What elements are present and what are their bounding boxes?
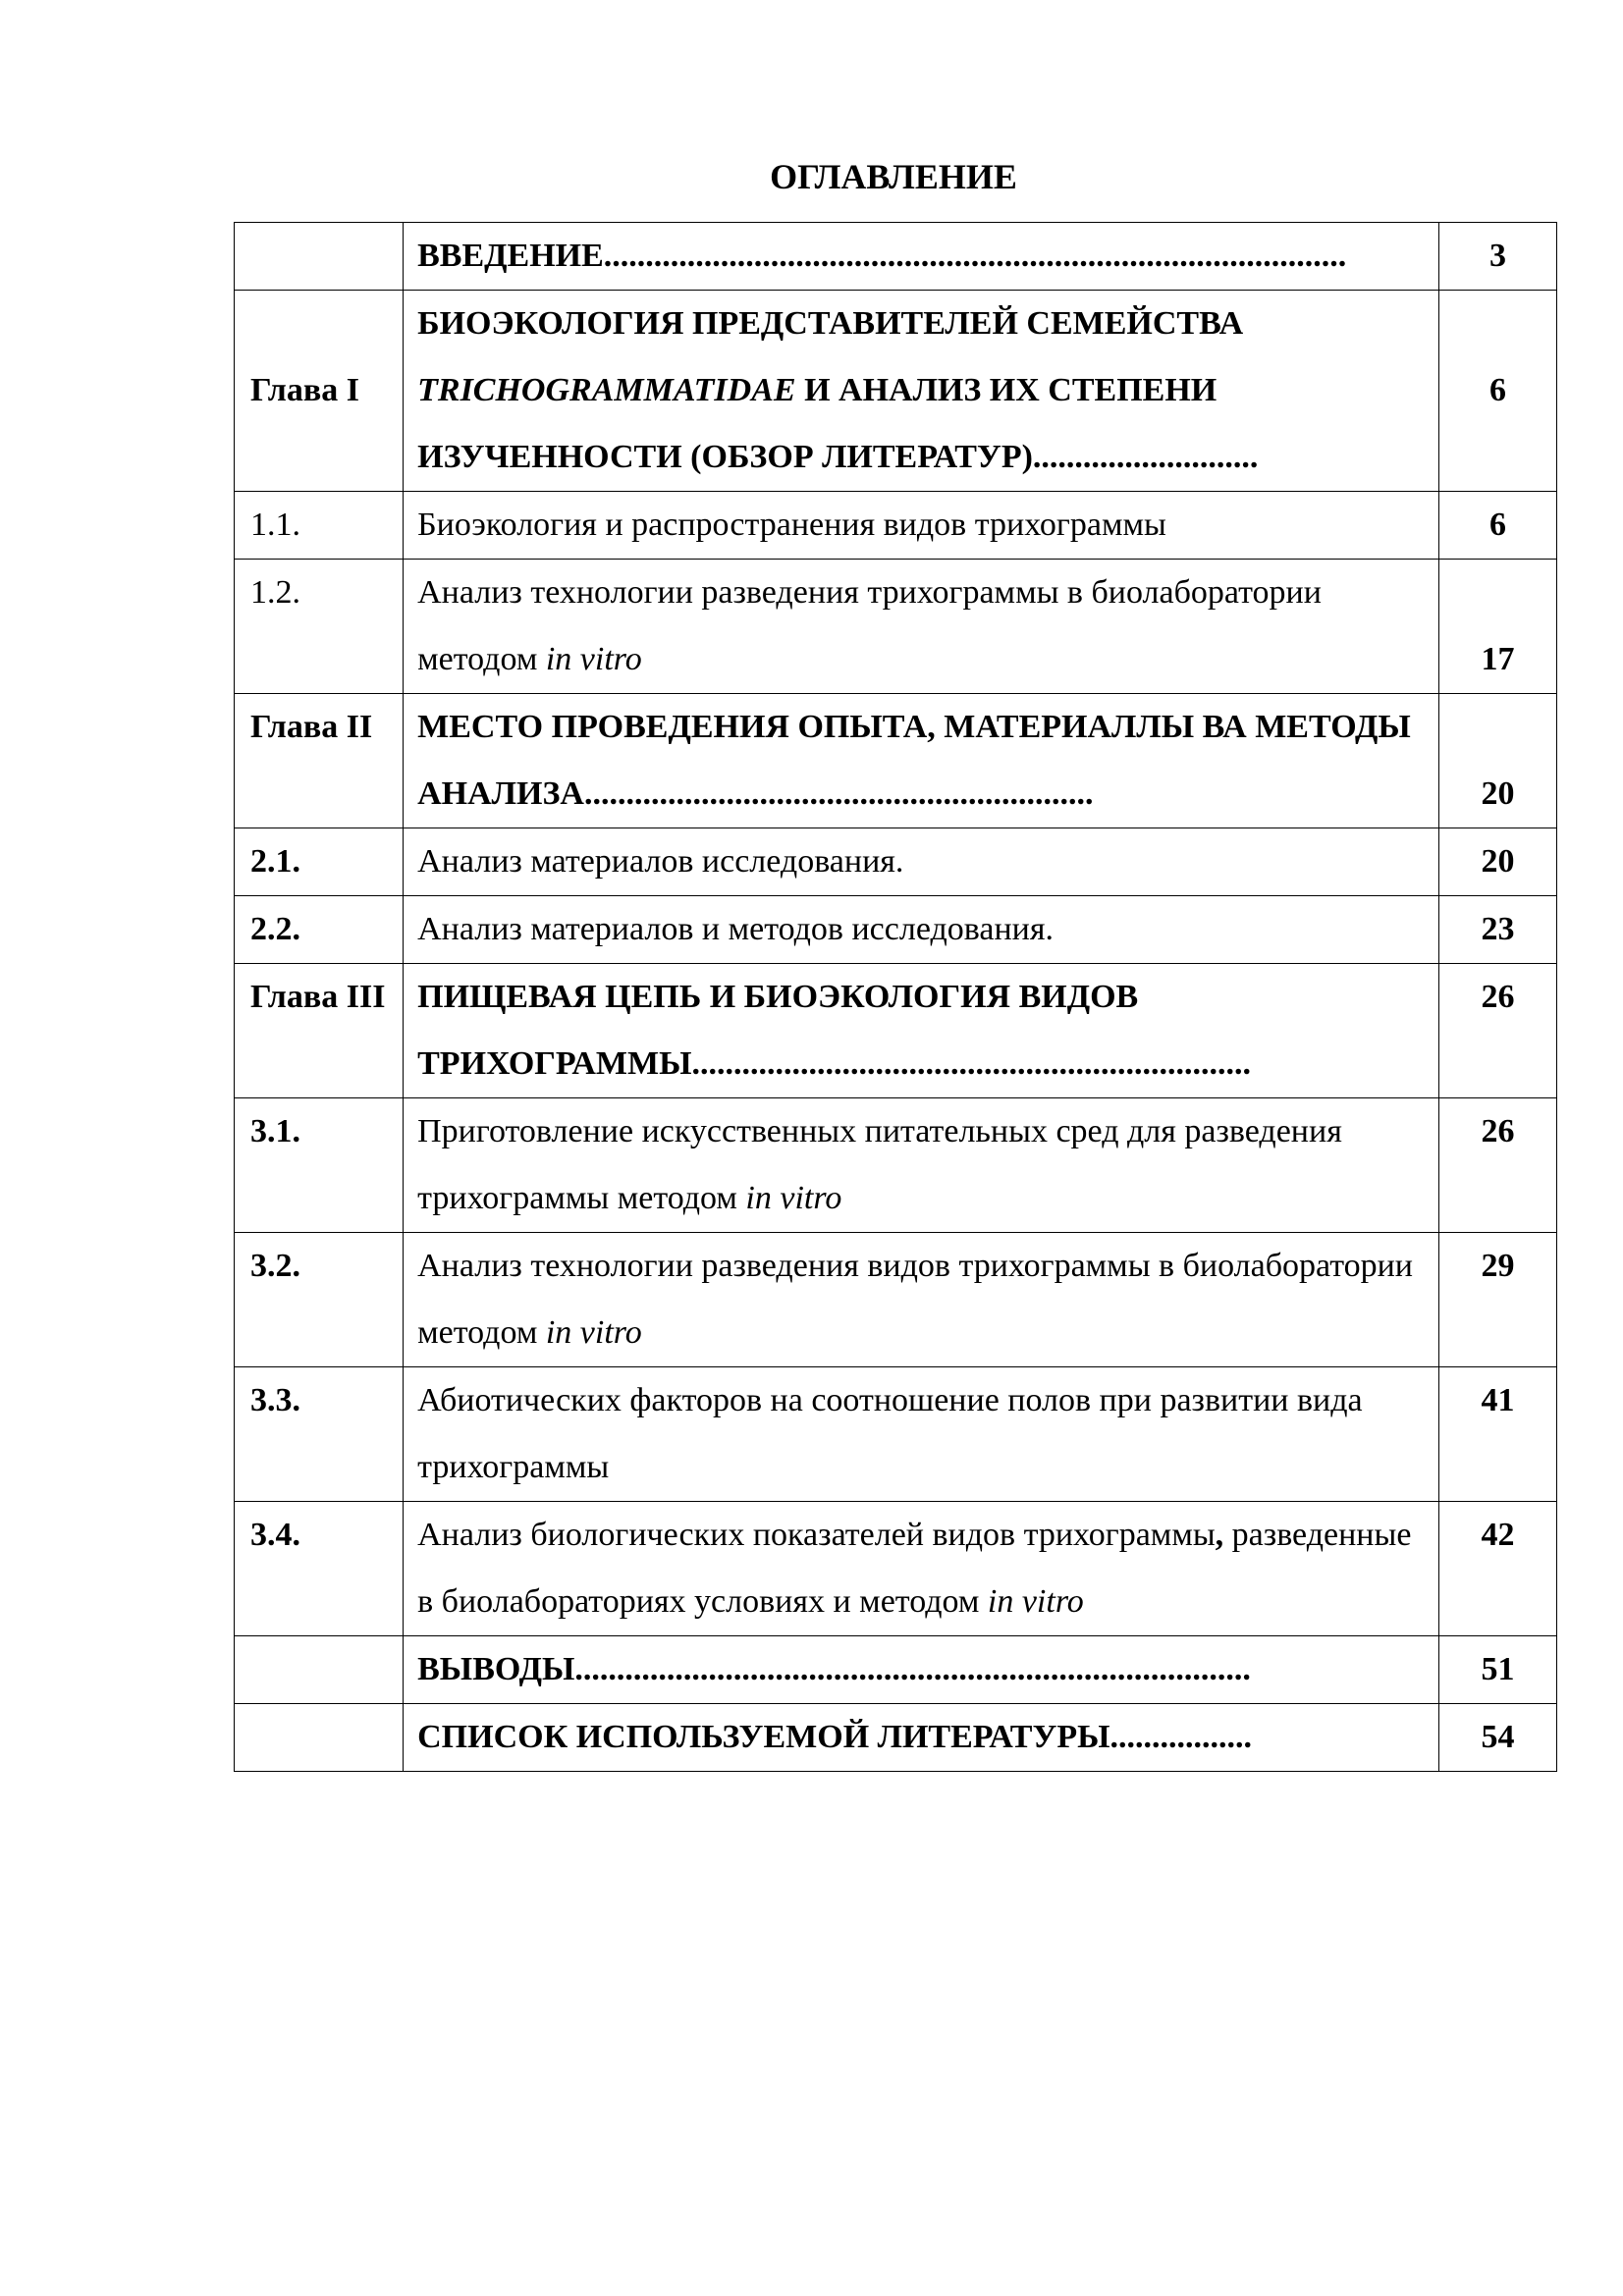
toc-title-text: разведенные в биолабораториях условиях и методом [417,1517,1412,1620]
toc-title-text: Анализ материалов и методов исследования. [417,911,1055,947]
toc-title-italic-term: in vitro [987,1583,1084,1620]
toc-row-number: 3.2. [235,1233,404,1367]
toc-row-title [404,560,1439,694]
toc-row-section-3-1 [235,1098,1557,1233]
toc-row-number: Глава II [235,694,404,828]
toc-row-title [404,964,1439,1098]
toc-title-text: Анализ технологии разведения трихограммы в биолаборатории методом [417,574,1322,677]
toc-row-title [404,828,1439,896]
toc-row-number: 2.2. [235,896,404,964]
toc-row-chapter-1 [235,291,1557,492]
toc-title-italic-term: in vitro [745,1180,842,1216]
toc-row-section-3-3 [235,1367,1557,1502]
toc-title-text: Анализ материалов исследования. [417,843,904,880]
toc-row-title [404,694,1439,828]
toc-row-title [404,492,1439,560]
toc-row-page: 6 [1438,291,1556,492]
toc-row-title [404,1704,1439,1772]
toc-row-page: 42 [1438,1502,1556,1636]
toc-row-section-2-1 [235,828,1557,896]
toc-row-number: 1.1. [235,492,404,560]
toc-row-page: 29 [1438,1233,1556,1367]
toc-row-intro [235,223,1557,291]
toc-row-number [235,223,404,291]
toc-title-text: И АНАЛИЗ ИХ СТЕПЕНИ ИЗУЧЕННОСТИ (ОБЗОР ЛИТЕРАТУР)........................... [417,372,1259,475]
toc-row-number: Глава III [235,964,404,1098]
toc-row-page: 20 [1438,694,1556,828]
toc-row-number: 3.3. [235,1367,404,1502]
toc-title-text: Абиотических факторов на соотношение полов при развитии вида трихограммы [417,1382,1363,1485]
toc-row-title [404,291,1439,492]
toc-row-number [235,1704,404,1772]
toc-title-italic-term: in vitro [545,641,642,677]
toc-row-section-2-2 [235,896,1557,964]
toc-title-text: МЕСТО ПРОВЕДЕНИЯ ОПЫТА, МАТЕРИАЛЛЫ ВА МЕТОДЫ АНАЛИЗА............................................................. [417,709,1411,812]
toc-row-number [235,1636,404,1704]
toc-title-text: Приготовление искусственных питательных сред для разведения трихограммы методом [417,1113,1342,1216]
toc-title-text: Анализ биологических показателей видов трихограммы [417,1517,1216,1553]
toc-row-page: 23 [1438,896,1556,964]
toc-title-text: , [1215,1517,1224,1553]
toc-row-title [404,223,1439,291]
toc-title-text: ВЫВОДЫ................................................................................. [417,1651,1251,1687]
toc-row-conclusions [235,1636,1557,1704]
toc-row-title [404,1233,1439,1367]
toc-row-number: 2.1. [235,828,404,896]
toc-row-page: 3 [1438,223,1556,291]
table-of-contents [234,222,1557,1772]
toc-title-text: Анализ технологии разведения видов трихограммы в биолаборатории методом [417,1248,1413,1351]
toc-title-text: ПИЩЕВАЯ ЦЕПЬ И БИОЭКОЛОГИЯ ВИДОВ ТРИХОГРАММЫ................................................................... [417,979,1251,1082]
toc-title-italic-term: TRICHOGRAMMATIDAE [417,372,796,408]
toc-row-section-1-1 [235,492,1557,560]
toc-row-page: 51 [1438,1636,1556,1704]
toc-row-title [404,1636,1439,1704]
toc-row-page: 6 [1438,492,1556,560]
toc-row-page: 54 [1438,1704,1556,1772]
toc-row-page: 26 [1438,964,1556,1098]
toc-row-page: 17 [1438,560,1556,694]
toc-row-page: 20 [1438,828,1556,896]
toc-row-number: 3.4. [235,1502,404,1636]
toc-title-text: БИОЭКОЛОГИЯ ПРЕДСТАВИТЕЛЕЙ СЕМЕЙСТВА [417,305,1244,342]
toc-row-title [404,1098,1439,1233]
toc-row-title [404,896,1439,964]
toc-row-references [235,1704,1557,1772]
toc-row-section-3-4 [235,1502,1557,1636]
toc-row-title [404,1367,1439,1502]
toc-row-page: 41 [1438,1367,1556,1502]
toc-row-number: 3.1. [235,1098,404,1233]
toc-title-italic-term: in vitro [545,1314,642,1351]
toc-title-text: Биоэкология и распространения видов трихограммы [417,507,1166,543]
toc-row-chapter-3 [235,964,1557,1098]
toc-row-section-3-2 [235,1233,1557,1367]
page-title: ОГЛАВЛЕНИЕ [770,157,1017,196]
toc-title-text: СПИСОК ИСПОЛЬЗУЕМОЙ ЛИТЕРАТУРЫ................. [417,1719,1253,1755]
toc-title-text: ВВЕДЕНИЕ......................................................................................... [417,238,1347,274]
toc-row-number: Глава I [235,291,404,492]
toc-row-section-1-2 [235,560,1557,694]
toc-row-page: 26 [1438,1098,1556,1233]
toc-row-title [404,1502,1439,1636]
toc-row-chapter-2 [235,694,1557,828]
toc-row-number: 1.2. [235,560,404,694]
